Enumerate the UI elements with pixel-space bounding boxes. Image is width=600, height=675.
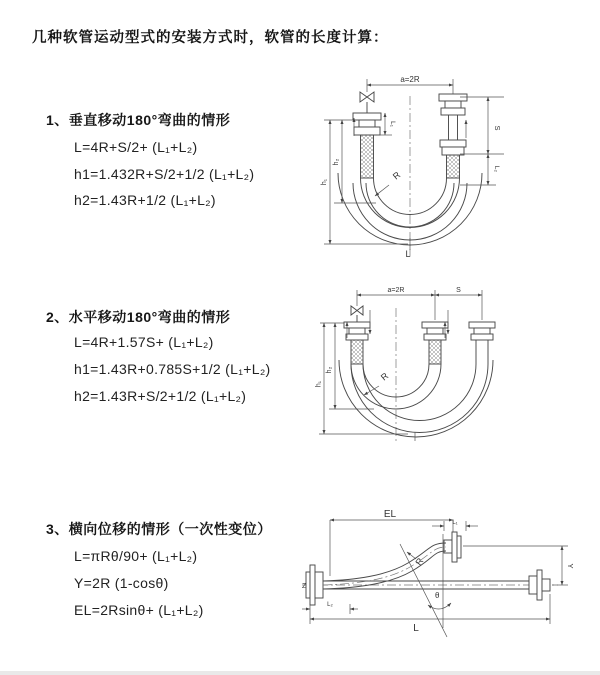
angle-construction xyxy=(400,534,451,637)
dim-label-l1: L₁ xyxy=(452,520,458,526)
flange xyxy=(346,334,368,340)
dim-label-h2: h₂ xyxy=(326,366,333,374)
section-3-formula-L: L=πRθ/90+ (L₁+L₂) xyxy=(74,548,198,564)
radius-callout xyxy=(407,552,426,567)
flange xyxy=(471,334,493,340)
length-label: L xyxy=(413,623,419,634)
dim-label-a2r: a=2R xyxy=(400,75,420,84)
section-3-formula-EL: EL=2Rsinθ+ (L₁+L₂) xyxy=(74,602,204,618)
flange xyxy=(424,334,446,340)
length-label: L xyxy=(405,249,411,259)
dim-label-l2: L₂ xyxy=(493,165,500,173)
right-pipe-assembly xyxy=(439,79,467,178)
dim-label-y: Y xyxy=(566,563,575,569)
dim-label-s: S xyxy=(456,287,461,294)
section-2-heading: 2、水平移动180°弯曲的情形 xyxy=(46,309,231,325)
braided-hose xyxy=(351,340,363,364)
diagram-horizontal-180-bend xyxy=(312,282,598,452)
flange xyxy=(427,328,443,334)
radius-label: R xyxy=(413,556,426,568)
section-2-formula-h2: h2=1.43R+S/2+1/2 (L₁+L₂) xyxy=(74,388,247,404)
middle-pipe-assembly xyxy=(422,322,448,364)
section-2-formula-h1: h1=1.43R+0.785S+1/2 (L₁+L₂) xyxy=(74,361,271,377)
s-curve-hose xyxy=(323,543,446,589)
section-1-heading: 1、垂直移动180°弯曲的情形 xyxy=(46,112,231,128)
dimension-el xyxy=(330,509,453,576)
diagram-vertical-180-bend xyxy=(308,66,588,261)
flange xyxy=(359,120,375,127)
flange xyxy=(349,328,365,334)
hose-u-bends xyxy=(339,360,493,437)
radius-callout xyxy=(364,370,415,441)
left-flange xyxy=(306,565,323,605)
upper-flange xyxy=(444,532,461,562)
section-1-formula-L: L=4R+S/2+ (L₁+L₂) xyxy=(74,139,198,155)
flange xyxy=(353,113,381,120)
diagram-lateral-displacement xyxy=(300,506,590,646)
page-bottom-edge xyxy=(0,671,600,675)
dimension-l1 xyxy=(432,520,478,531)
braided-hose xyxy=(361,135,374,178)
flange xyxy=(354,127,380,135)
dim-label-h2: h₂ xyxy=(333,158,340,166)
section-1-formula-h2: h2=1.43R+1/2 (L₁+L₂) xyxy=(74,192,216,208)
dimension-y xyxy=(463,546,575,585)
dim-label-el: EL xyxy=(383,509,397,520)
section-3-formula-Y: Y=2R (1-cosθ) xyxy=(74,575,169,591)
flange xyxy=(474,328,490,334)
valve-icon xyxy=(360,92,367,102)
right-flange xyxy=(529,570,550,600)
dimensions-top xyxy=(357,287,482,320)
flange xyxy=(440,140,466,147)
radius-label: R xyxy=(378,370,391,383)
radius-label: R xyxy=(390,169,403,182)
z-mark: Z xyxy=(302,583,307,590)
left-pipe-assembly xyxy=(353,79,381,178)
valve-icon xyxy=(367,92,374,102)
braided-hose xyxy=(447,155,460,178)
dimensions xyxy=(321,75,504,259)
flange xyxy=(469,322,495,328)
page-title: 几种软管运动型式的安装方式时，软管的长度计算： xyxy=(32,30,389,46)
dim-label-h1: h₁ xyxy=(321,178,328,186)
right-pipe-assembly xyxy=(469,322,495,364)
flange xyxy=(439,94,467,101)
flange xyxy=(445,101,461,108)
section-1-formula-h1: h1=1.432R+S/2+1/2 (L₁+L₂) xyxy=(74,166,255,182)
flange xyxy=(441,108,465,115)
dimensions-bottom xyxy=(302,594,550,634)
flange xyxy=(344,322,370,328)
dim-label-l2: L₂ xyxy=(327,602,333,608)
dim-label-h1: h₁ xyxy=(315,380,323,388)
dim-label-s: S xyxy=(493,125,502,131)
dim-label-a2r: a=2R xyxy=(387,287,405,294)
braided-hose xyxy=(429,340,441,364)
valve-icon xyxy=(357,306,363,315)
flange xyxy=(422,322,448,328)
dim-label-l1: L₁ xyxy=(389,121,396,127)
valve-icon xyxy=(351,306,357,315)
left-pipe-assembly xyxy=(344,306,370,364)
section-3-heading: 3、横向位移的情形（一次性变位） xyxy=(46,521,272,537)
angle-label: θ xyxy=(435,591,440,600)
section-2-formula-L: L=4R+1.57S+ (L₁+L₂) xyxy=(74,334,214,350)
